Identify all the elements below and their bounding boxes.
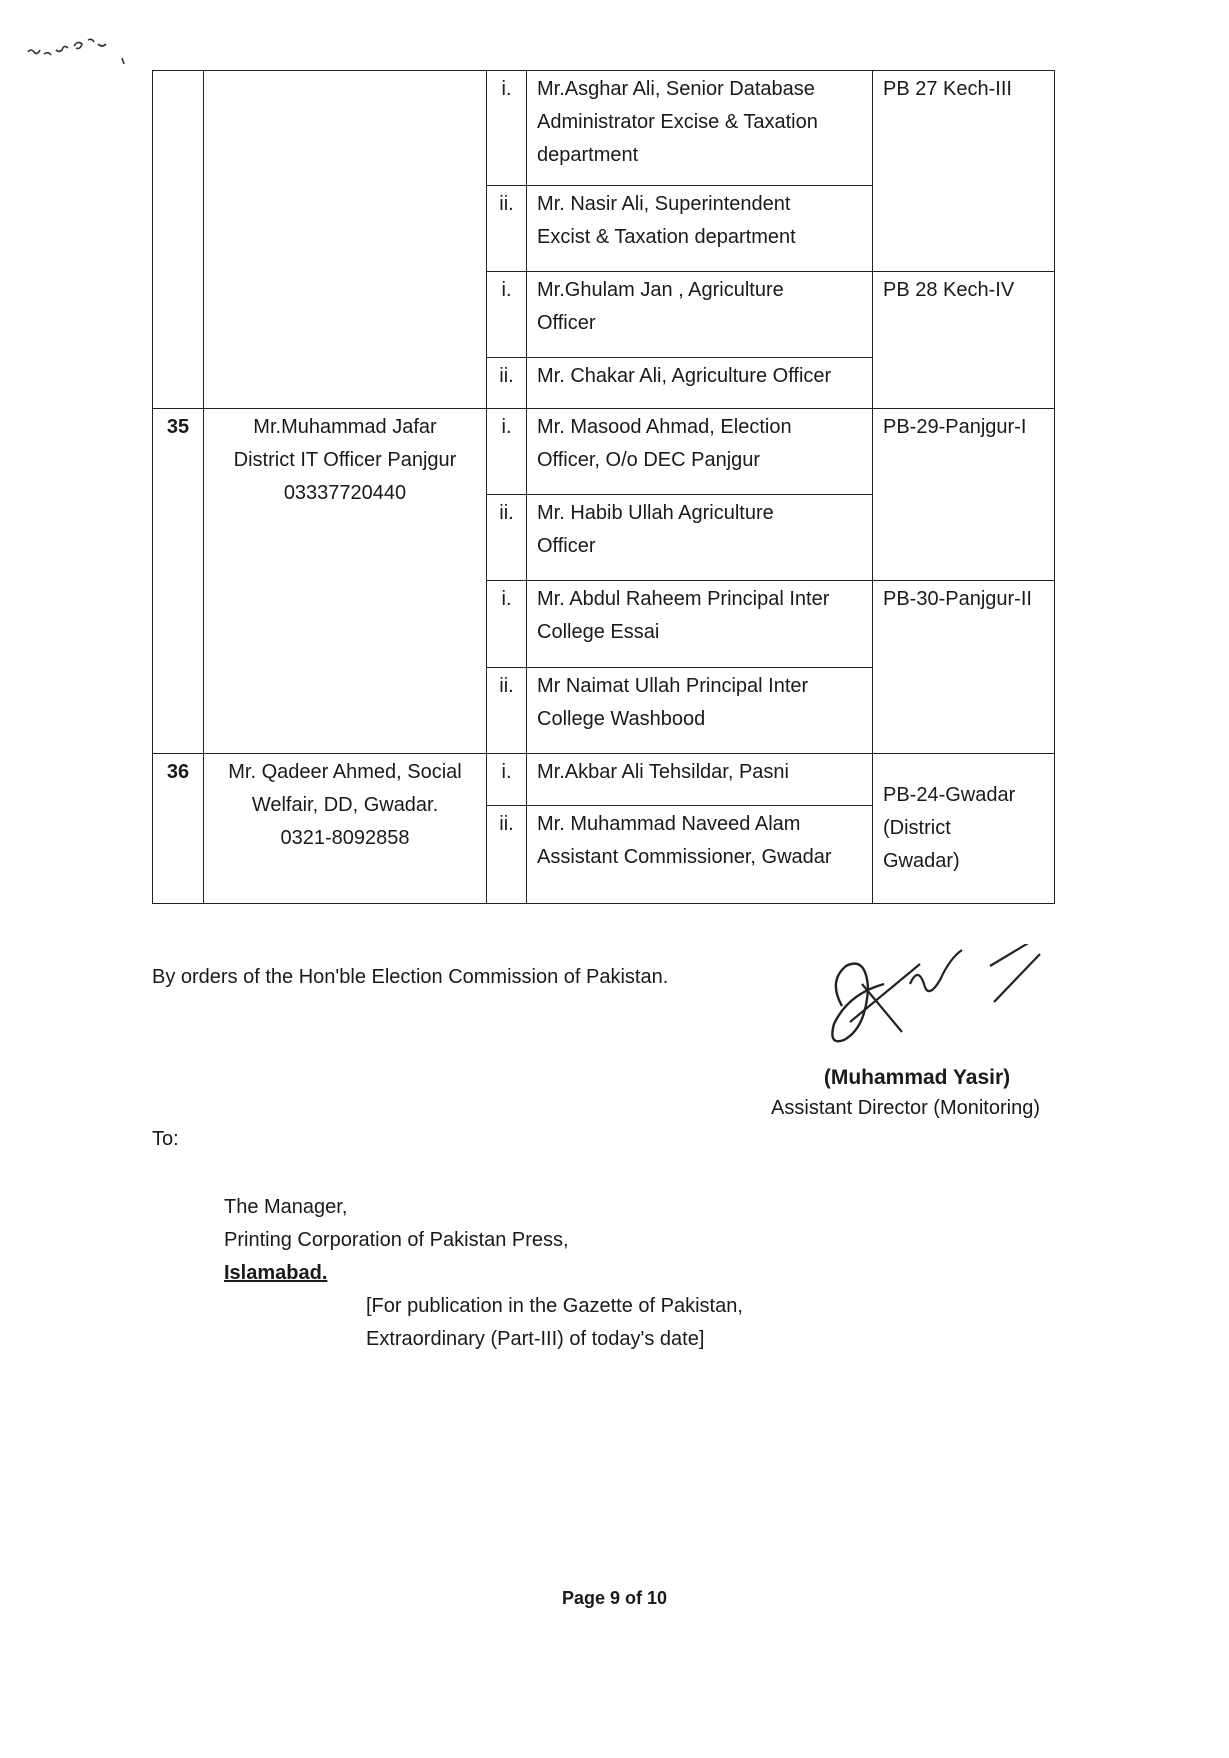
- signatory-designation: Assistant Director (Monitoring): [771, 1097, 1040, 1119]
- roman-numeral: ii.: [487, 495, 527, 581]
- constituency-cell: PB-24-Gwadar (District Gwadar): [873, 754, 1055, 904]
- sno-cell: [153, 71, 204, 409]
- officer-cell: Mr. Qadeer Ahmed, Social Welfair, DD, Gwadar. 0321-8092858: [204, 754, 487, 904]
- staff-name-cell: Mr. Habib Ullah Agriculture Officer: [527, 495, 873, 581]
- roman-numeral: i.: [487, 71, 527, 186]
- officer-cell: [204, 71, 487, 409]
- table-row: [153, 754, 1055, 806]
- assignment-table: [152, 70, 1055, 904]
- staff-name-cell: Mr. Muhammad Naveed Alam Assistant Commissioner, Gwadar: [527, 806, 873, 904]
- roman-numeral: i.: [487, 581, 527, 668]
- roman-numeral: ii.: [487, 186, 527, 272]
- officer-cell: Mr.Muhammad Jafar District IT Officer Panjgur 03337720440: [204, 409, 487, 754]
- staff-name-cell: Mr. Abdul Raheem Principal Inter College Essai: [527, 581, 873, 668]
- addressee-block: [224, 1191, 569, 1290]
- staff-name-cell: Mr.Akbar Ali Tehsildar, Pasni: [527, 754, 873, 806]
- publication-note: [For publication in the Gazette of Pakistan, Extraordinary (Part-III) of today's date]: [366, 1295, 743, 1350]
- staff-name-cell: Mr Naimat Ullah Principal Inter College Washbood: [527, 668, 873, 754]
- constituency-cell: PB 27 Kech-III: [873, 71, 1055, 272]
- roman-numeral: ii.: [487, 806, 527, 904]
- addressee-city: Islamabad.: [224, 1262, 328, 1284]
- serial-number: 35: [153, 409, 204, 754]
- constituency-cell: PB-30-Panjgur-II: [873, 581, 1055, 754]
- roman-numeral: i.: [487, 754, 527, 806]
- table-row: [153, 409, 1055, 495]
- constituency-cell: PB-29-Panjgur-I: [873, 409, 1055, 581]
- constituency-cell: PB 28 Kech-IV: [873, 272, 1055, 409]
- roman-numeral: i.: [487, 409, 527, 495]
- signatory-name: (Muhammad Yasir): [823, 1066, 1011, 1089]
- addressee-organization: Printing Corporation of Pakistan Press,: [224, 1229, 569, 1251]
- handwritten-corner-note: [22, 32, 132, 72]
- page-number: Page 9 of 10: [561, 1588, 668, 1608]
- roman-numeral: ii.: [487, 358, 527, 409]
- staff-name-cell: Mr. Masood Ahmad, Election Officer, O/o DEC Panjgur: [527, 409, 873, 495]
- to-label: To:: [152, 1128, 179, 1150]
- staff-name-cell: Mr.Asghar Ali, Senior Database Administrator Excise & Taxation department: [527, 71, 873, 186]
- staff-name-cell: Mr. Chakar Ali, Agriculture Officer: [527, 358, 873, 409]
- orders-statement: By orders of the Hon'ble Election Commission of Pakistan.: [152, 966, 669, 988]
- staff-name-cell: Mr.Ghulam Jan , Agriculture Officer: [527, 272, 873, 358]
- staff-name-cell: Mr. Nasir Ali, Superintendent Excist & Taxation department: [527, 186, 873, 272]
- serial-number: 36: [153, 754, 204, 904]
- table-row: [153, 71, 1055, 186]
- roman-numeral: i.: [487, 272, 527, 358]
- addressee-title: The Manager,: [224, 1196, 348, 1218]
- roman-numeral: ii.: [487, 668, 527, 754]
